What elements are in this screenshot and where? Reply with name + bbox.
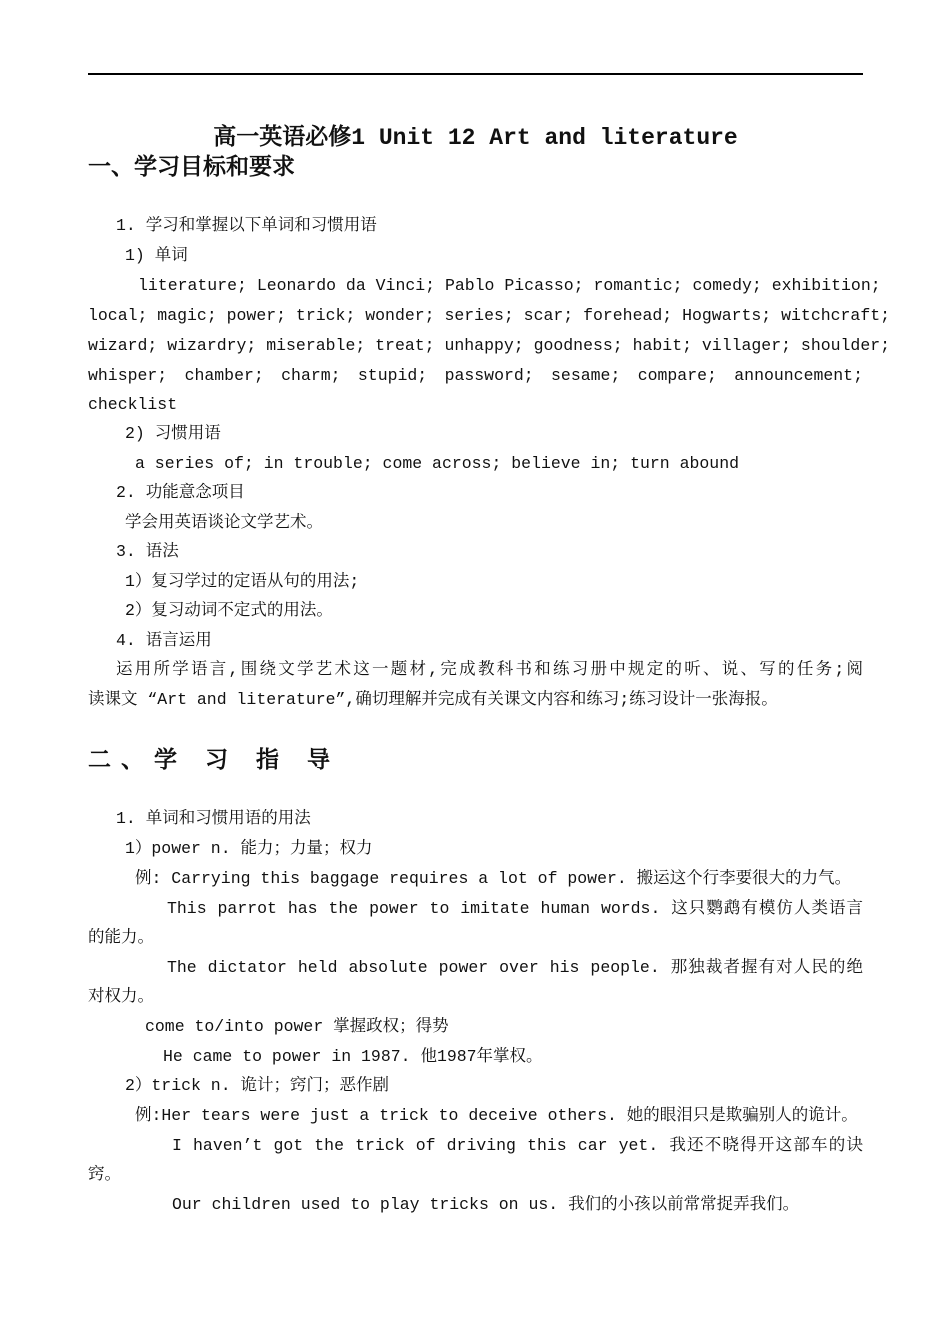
goal-item-function: 2. 功能意念项目 — [116, 483, 245, 502]
vocab-line: literature; Leonardo da Vinci; Pablo Picasso; romantic; comedy; exhibition; — [138, 276, 881, 295]
word-entry-power: 1）power n. 能力；力量；权力 — [125, 839, 373, 858]
goal-item-usage: 4. 语言运用 — [116, 631, 212, 650]
phrase-list: a series of; in trouble; come across; believe in; turn abound — [135, 454, 739, 473]
example-sentence: Our children used to play tricks on us. 我们的小孩以前常常捉弄我们。 — [172, 1195, 800, 1214]
vocab-line: whisper; chamber; charm; stupid; password; sesame; compare; announcement; — [88, 366, 863, 385]
grammar-point: 1）复习学过的定语从句的用法; — [125, 572, 360, 591]
example-sentence: 窍。 — [88, 1165, 121, 1184]
example-sentence: 例:Her tears were just a trick to deceive others. 她的眼泪只是欺骗别人的诡计。 — [135, 1106, 858, 1125]
usage-text: 运用所学语言,围绕文学艺术这一题材,完成教科书和练习册中规定的听、说、写的任务;阅 — [116, 660, 863, 679]
example-sentence: 的能力。 — [88, 928, 154, 947]
sub-heading-phrases: 2) 习惯用语 — [125, 424, 221, 443]
phrase-entry: come to/into power 掌握政权；得势 — [145, 1017, 449, 1036]
goal-item-function-text: 学会用英语谈论文学艺术。 — [125, 513, 323, 532]
example-sentence: I haven’t got the trick of driving this car yet. 我还不晓得开这部车的诀 — [172, 1136, 863, 1155]
vocab-line: wizard; wizardry; miserable; treat; unhappy; goodness; habit; villager; shoulder; — [88, 336, 891, 355]
document-title: 高一英语必修1 Unit 12 Art and literature — [213, 125, 738, 151]
goal-item-grammar: 3. 语法 — [116, 542, 179, 561]
word-entry-trick: 2）trick n. 诡计；窍门；恶作剧 — [125, 1076, 390, 1095]
vocab-line: checklist — [88, 395, 178, 414]
sub-heading-words: 1) 单词 — [125, 246, 188, 265]
section-heading-guidance: 二、学 习 指 导 — [88, 747, 341, 773]
grammar-point: 2）复习动词不定式的用法。 — [125, 601, 333, 620]
example-sentence: 对权力。 — [88, 987, 154, 1006]
section-heading-goals: 一、学习目标和要求 — [88, 154, 295, 180]
header-rule — [88, 73, 863, 75]
example-sentence: This parrot has the power to imitate human words. 这只鹦鹉有模仿人类语言 — [167, 899, 863, 918]
guidance-item-usage: 1. 单词和习惯用语的用法 — [116, 809, 311, 828]
example-sentence: The dictator held absolute power over his people. 那独裁者握有对人民的绝 — [167, 958, 863, 977]
goal-item-vocabulary: 1. 学习和掌握以下单词和习惯用语 — [116, 216, 377, 235]
example-sentence: 例: Carrying this baggage requires a lot of power. 搬运这个行李要很大的力气。 — [135, 869, 852, 888]
usage-text: 读课文 “Art and literature”,确切理解并完成有关课文内容和练习;练习设计一张海报。 — [88, 690, 778, 709]
example-sentence: He came to power in 1987. 他1987年掌权。 — [163, 1047, 543, 1066]
vocab-line: local; magic; power; trick; wonder; series; scar; forehead; Hogwarts; witchcraft; — [88, 306, 891, 325]
